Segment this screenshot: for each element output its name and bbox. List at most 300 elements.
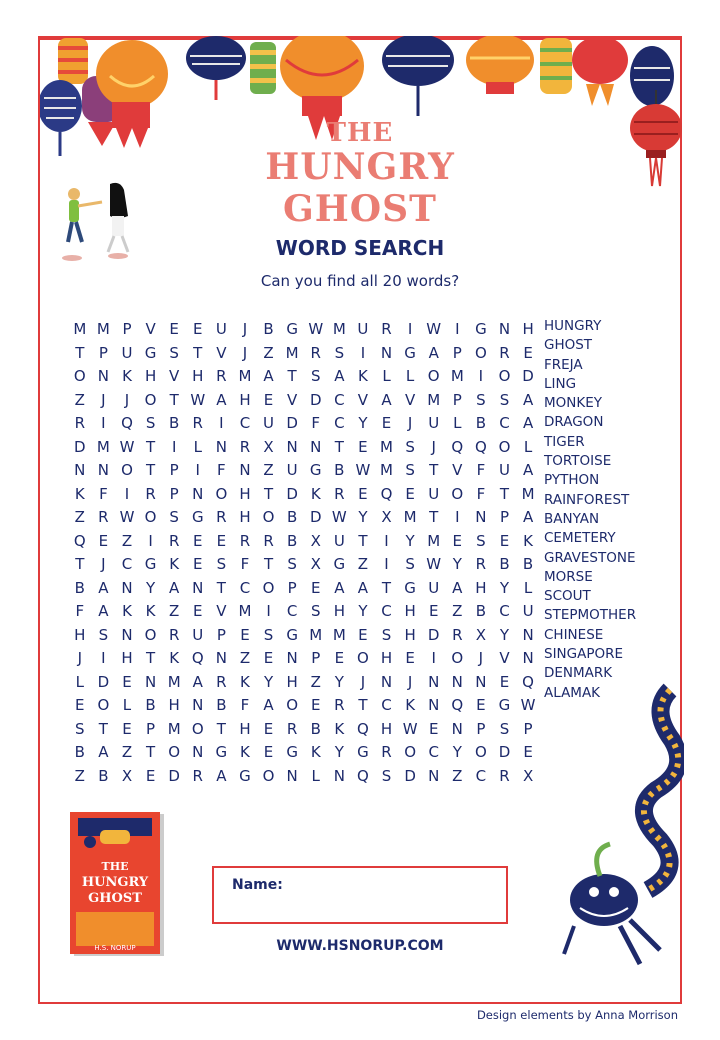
grid-letter[interactable]: H (74, 625, 86, 644)
grid-letter[interactable]: C (334, 390, 345, 409)
grid-letter[interactable]: P (146, 719, 156, 738)
grid-letter[interactable]: F (240, 696, 250, 714)
grid-letter[interactable]: C (475, 766, 487, 785)
grid-letter[interactable]: B (310, 719, 321, 738)
grid-letter[interactable]: L (405, 367, 415, 385)
grid-letter[interactable]: R (334, 484, 345, 503)
grid-letter[interactable]: T (75, 555, 85, 573)
grid-letter[interactable]: N (121, 625, 133, 644)
grid-letter[interactable]: G (357, 743, 369, 761)
grid-letter[interactable]: P (169, 461, 179, 479)
grid-letter[interactable]: S (381, 625, 392, 644)
grid-letter[interactable]: Y (499, 625, 510, 644)
grid-letter[interactable]: I (384, 531, 389, 550)
grid-letter[interactable]: P (452, 390, 462, 409)
grid-letter[interactable]: B (475, 414, 487, 432)
grid-letter[interactable]: E (358, 625, 368, 644)
grid-letter[interactable]: T (334, 437, 344, 456)
grid-letter[interactable]: K (310, 484, 321, 503)
grid-letter[interactable]: J (242, 320, 248, 338)
grid-letter[interactable]: R (310, 343, 321, 362)
grid-letter[interactable]: N (97, 461, 109, 479)
grid-letter[interactable]: H (333, 602, 345, 620)
grid-letter[interactable]: L (453, 414, 462, 432)
grid-letter[interactable]: H (380, 719, 393, 738)
grid-letter[interactable]: R (286, 719, 298, 738)
grid-letter[interactable]: L (122, 696, 132, 714)
grid-letter[interactable]: G (286, 320, 298, 338)
grid-letter[interactable]: Z (74, 766, 85, 785)
grid-letter[interactable]: S (310, 602, 321, 620)
grid-letter[interactable]: S (145, 414, 156, 432)
grid-letter[interactable]: N (192, 484, 204, 503)
grid-letter[interactable]: H (286, 672, 298, 691)
grid-letter[interactable]: M (332, 320, 346, 338)
grid-letter[interactable]: B (286, 508, 298, 526)
grid-letter[interactable]: Z (452, 766, 463, 785)
grid-letter[interactable]: V (287, 390, 298, 409)
grid-letter[interactable]: Q (474, 437, 487, 456)
grid-letter[interactable]: W (426, 555, 442, 573)
grid-letter[interactable]: C (499, 414, 510, 432)
grid-letter[interactable]: T (193, 343, 203, 362)
grid-letter[interactable]: S (499, 390, 510, 409)
grid-letter[interactable]: S (499, 719, 510, 738)
grid-letter[interactable]: C (121, 555, 133, 573)
grid-letter[interactable]: E (523, 343, 533, 362)
name-field[interactable] (212, 866, 508, 924)
grid-letter[interactable]: T (216, 578, 226, 597)
grid-letter[interactable]: A (216, 766, 227, 785)
grid-letter[interactable]: U (121, 343, 133, 362)
grid-letter[interactable]: O (144, 508, 157, 526)
grid-letter[interactable]: O (144, 625, 157, 644)
grid-letter[interactable]: Q (522, 672, 534, 691)
grid-letter[interactable]: A (522, 390, 534, 409)
grid-letter[interactable]: Y (145, 578, 156, 597)
grid-letter[interactable]: R (381, 743, 392, 761)
grid-letter[interactable]: I (148, 531, 153, 550)
grid-letter[interactable]: E (428, 719, 439, 738)
grid-letter[interactable]: C (286, 602, 298, 620)
grid-letter[interactable]: A (522, 508, 534, 526)
grid-letter[interactable]: W (190, 390, 206, 409)
grid-letter[interactable]: B (263, 320, 274, 338)
grid-letter[interactable]: N (380, 672, 393, 691)
grid-letter[interactable]: X (263, 437, 274, 456)
grid-letter[interactable]: R (239, 437, 251, 456)
grid-letter[interactable]: E (452, 531, 463, 550)
grid-letter[interactable]: R (334, 696, 345, 714)
grid-letter[interactable]: M (96, 320, 110, 338)
grid-letter[interactable]: N (451, 672, 463, 691)
grid-letter[interactable]: U (263, 414, 275, 432)
grid-letter[interactable]: O (474, 343, 487, 362)
grid-letter[interactable]: G (286, 743, 298, 761)
grid-letter[interactable]: I (455, 508, 460, 526)
grid-letter[interactable]: J (478, 649, 484, 667)
grid-letter[interactable]: S (98, 625, 109, 644)
grid-letter[interactable]: Q (451, 437, 464, 456)
grid-letter[interactable]: U (428, 578, 440, 597)
grid-letter[interactable]: L (193, 437, 202, 456)
grid-letter[interactable]: S (381, 766, 392, 785)
grid-letter[interactable]: T (98, 719, 108, 738)
grid-letter[interactable]: Z (121, 531, 133, 550)
grid-letter[interactable]: T (145, 437, 156, 456)
grid-letter[interactable]: P (452, 343, 462, 362)
grid-letter[interactable]: X (310, 555, 321, 573)
grid-letter[interactable]: K (358, 367, 368, 385)
grid-letter[interactable]: J (431, 437, 436, 456)
grid-letter[interactable]: M (427, 390, 441, 409)
grid-letter[interactable]: O (451, 649, 464, 667)
grid-letter[interactable]: Z (169, 602, 180, 620)
grid-letter[interactable]: E (310, 696, 321, 714)
grid-letter[interactable]: I (266, 602, 271, 620)
grid-letter[interactable]: D (404, 766, 416, 785)
grid-letter[interactable]: R (452, 625, 463, 644)
grid-letter[interactable]: K (145, 602, 156, 620)
grid-letter[interactable]: D (286, 484, 298, 503)
grid-letter[interactable]: R (263, 531, 274, 550)
grid-letter[interactable]: T (287, 367, 297, 385)
grid-letter[interactable]: H (522, 320, 534, 338)
grid-letter[interactable]: J (124, 390, 130, 409)
grid-letter[interactable]: G (239, 766, 251, 785)
grid-letter[interactable]: B (334, 461, 345, 479)
grid-letter[interactable]: Y (334, 672, 344, 691)
grid-letter[interactable]: W (402, 719, 418, 738)
grid-letter[interactable]: O (215, 484, 228, 503)
grid-letter[interactable]: K (122, 602, 132, 620)
grid-letter[interactable]: G (191, 508, 204, 526)
grid-letter[interactable]: Z (239, 649, 251, 667)
grid-letter[interactable]: E (169, 320, 179, 338)
grid-letter[interactable]: Q (73, 531, 86, 550)
grid-letter[interactable]: E (216, 531, 227, 550)
grid-letter[interactable]: M (450, 367, 464, 385)
grid-letter[interactable]: Z (310, 672, 321, 691)
grid-letter[interactable]: Y (358, 414, 368, 432)
grid-letter[interactable]: G (498, 696, 511, 714)
grid-letter[interactable]: R (192, 766, 203, 785)
grid-letter[interactable]: E (122, 719, 132, 738)
grid-letter[interactable]: N (310, 437, 322, 456)
grid-letter[interactable]: A (98, 578, 109, 597)
grid-letter[interactable]: I (360, 343, 366, 362)
grid-letter[interactable]: I (431, 649, 436, 667)
grid-letter[interactable]: M (285, 343, 299, 362)
grid-letter[interactable]: Q (357, 766, 369, 785)
grid-letter[interactable]: M (96, 437, 110, 456)
grid-letter[interactable]: O (357, 649, 369, 667)
grid-letter[interactable]: S (169, 343, 179, 362)
grid-letter[interactable]: R (216, 508, 227, 526)
grid-letter[interactable]: N (286, 437, 298, 456)
grid-letter[interactable]: O (262, 766, 275, 785)
grid-letter[interactable]: N (239, 461, 251, 479)
grid-letter[interactable]: J (101, 390, 106, 409)
grid-letter[interactable]: A (334, 367, 345, 385)
grid-letter[interactable]: S (476, 390, 486, 409)
grid-letter[interactable]: G (215, 743, 228, 761)
grid-letter[interactable]: N (215, 437, 227, 456)
grid-letter[interactable]: N (97, 367, 109, 385)
grid-letter[interactable]: Y (334, 743, 344, 761)
grid-letter[interactable]: I (455, 320, 460, 338)
grid-letter[interactable]: B (74, 578, 85, 597)
grid-letter[interactable]: E (476, 696, 486, 714)
grid-letter[interactable]: L (523, 437, 533, 456)
grid-letter[interactable]: Q (451, 696, 464, 714)
grid-letter[interactable]: R (168, 531, 180, 550)
grid-letter[interactable]: J (360, 672, 366, 691)
grid-letter[interactable]: P (287, 578, 297, 597)
grid-letter[interactable]: F (75, 602, 85, 620)
grid-letter[interactable]: C (428, 743, 439, 761)
grid-letter[interactable]: O (474, 743, 487, 761)
grid-letter[interactable]: Y (452, 555, 462, 573)
grid-letter[interactable]: O (262, 508, 275, 526)
grid-letter[interactable]: K (169, 555, 180, 573)
grid-letter[interactable]: T (381, 578, 392, 597)
grid-letter[interactable]: U (192, 625, 204, 644)
grid-letter[interactable]: F (476, 461, 486, 479)
grid-letter[interactable]: E (263, 743, 274, 761)
grid-letter[interactable]: D (286, 414, 298, 432)
grid-letter[interactable]: S (263, 625, 274, 644)
grid-letter[interactable]: Z (452, 602, 463, 620)
grid-letter[interactable]: K (523, 531, 533, 550)
grid-letter[interactable]: H (239, 484, 251, 503)
grid-letter[interactable]: Z (263, 461, 274, 479)
grid-letter[interactable]: A (452, 578, 463, 597)
grid-letter[interactable]: A (192, 672, 203, 691)
grid-letter[interactable]: E (98, 531, 109, 550)
grid-letter[interactable]: N (428, 672, 440, 691)
grid-letter[interactable]: R (499, 343, 510, 362)
grid-letter[interactable]: P (523, 719, 533, 738)
grid-letter[interactable]: K (169, 649, 180, 667)
grid-letter[interactable]: T (429, 461, 439, 479)
grid-letter[interactable]: O (404, 743, 417, 761)
grid-letter[interactable]: E (145, 766, 156, 785)
grid-letter[interactable]: N (121, 578, 133, 597)
grid-letter[interactable]: R (475, 555, 487, 573)
grid-letter[interactable]: S (287, 555, 297, 573)
grid-letter[interactable]: G (404, 343, 416, 362)
grid-letter[interactable]: M (167, 672, 181, 691)
grid-letter[interactable]: S (216, 555, 227, 573)
grid-letter[interactable]: V (145, 320, 156, 338)
grid-letter[interactable]: R (145, 484, 156, 503)
grid-letter[interactable]: E (122, 672, 132, 691)
grid-letter[interactable]: H (239, 390, 251, 409)
grid-letter[interactable]: Z (121, 743, 133, 761)
grid-letter[interactable]: E (405, 649, 415, 667)
grid-letter[interactable]: J (77, 649, 83, 667)
grid-letter[interactable]: E (358, 484, 368, 503)
grid-letter[interactable]: N (192, 743, 204, 761)
grid-letter[interactable]: E (523, 743, 533, 761)
grid-letter[interactable]: T (169, 390, 179, 409)
grid-letter[interactable]: E (240, 625, 250, 644)
grid-letter[interactable]: F (240, 555, 250, 573)
grid-letter[interactable]: Q (191, 649, 204, 667)
grid-letter[interactable]: D (74, 437, 86, 456)
grid-letter[interactable]: N (286, 766, 298, 785)
grid-letter[interactable]: U (215, 320, 227, 338)
grid-letter[interactable]: Y (358, 508, 368, 526)
grid-letter[interactable]: U (333, 531, 345, 550)
grid-letter[interactable]: E (263, 390, 274, 409)
grid-letter[interactable]: T (358, 696, 368, 714)
grid-letter[interactable]: U (498, 461, 510, 479)
grid-letter[interactable]: M (73, 320, 87, 338)
grid-letter[interactable]: T (145, 649, 156, 667)
grid-letter[interactable]: D (168, 766, 180, 785)
grid-letter[interactable]: J (242, 343, 248, 362)
grid-letter[interactable]: B (216, 696, 227, 714)
grid-letter[interactable]: S (405, 437, 415, 456)
grid-letter[interactable]: Y (499, 578, 510, 597)
grid-letter[interactable]: V (169, 367, 180, 385)
grid-letter[interactable]: G (286, 625, 298, 644)
grid-letter[interactable]: D (309, 390, 322, 409)
grid-letter[interactable]: N (475, 672, 487, 691)
grid-letter[interactable]: P (169, 484, 179, 503)
grid-letter[interactable]: R (239, 531, 251, 550)
grid-letter[interactable]: H (239, 719, 251, 738)
grid-letter[interactable]: Q (357, 719, 369, 738)
grid-letter[interactable]: W (119, 437, 135, 456)
grid-letter[interactable]: A (216, 390, 227, 409)
grid-letter[interactable]: S (169, 508, 179, 526)
grid-letter[interactable]: P (98, 343, 108, 362)
grid-letter[interactable]: U (286, 461, 298, 479)
grid-letter[interactable]: K (240, 672, 250, 691)
grid-letter[interactable]: E (193, 531, 203, 550)
grid-letter[interactable]: N (286, 649, 298, 667)
grid-letter[interactable]: K (310, 743, 321, 761)
grid-letter[interactable]: X (310, 531, 321, 550)
grid-letter[interactable]: V (499, 649, 510, 667)
grid-letter[interactable]: V (216, 343, 227, 362)
grid-letter[interactable]: E (193, 555, 203, 573)
grid-letter[interactable]: I (384, 555, 389, 573)
grid-letter[interactable]: C (334, 414, 345, 432)
grid-letter[interactable]: P (216, 625, 226, 644)
grid-letter[interactable]: Z (74, 390, 85, 409)
grid-letter[interactable]: R (192, 414, 203, 432)
grid-letter[interactable]: H (380, 649, 393, 667)
grid-letter[interactable]: F (217, 461, 226, 479)
grid-letter[interactable]: N (380, 343, 393, 362)
grid-letter[interactable]: B (522, 555, 534, 573)
grid-letter[interactable]: M (403, 508, 417, 526)
grid-letter[interactable]: N (428, 766, 440, 785)
grid-letter[interactable]: O (498, 437, 511, 456)
grid-letter[interactable]: C (381, 696, 392, 714)
grid-letter[interactable]: I (407, 320, 413, 338)
grid-letter[interactable]: K (122, 367, 132, 385)
grid-letter[interactable]: L (75, 672, 84, 691)
grid-letter[interactable]: T (216, 719, 226, 738)
grid-letter[interactable]: K (74, 484, 85, 503)
grid-letter[interactable]: O (97, 696, 110, 714)
grid-letter[interactable]: H (192, 367, 204, 385)
grid-letter[interactable]: G (144, 555, 157, 573)
grid-letter[interactable]: H (475, 578, 487, 597)
grid-letter[interactable]: S (405, 461, 415, 479)
grid-letter[interactable]: A (263, 367, 274, 385)
grid-letter[interactable]: N (74, 461, 86, 479)
grid-letter[interactable]: T (429, 508, 439, 526)
grid-letter[interactable]: X (475, 625, 487, 644)
grid-letter[interactable]: H (144, 367, 157, 385)
grid-letter[interactable]: N (428, 696, 440, 714)
grid-letter[interactable]: O (427, 367, 440, 385)
grid-letter[interactable]: S (334, 343, 345, 362)
grid-letter[interactable]: Y (452, 743, 462, 761)
grid-letter[interactable]: A (381, 390, 392, 409)
grid-letter[interactable]: L (523, 578, 533, 597)
grid-letter[interactable]: Y (358, 602, 368, 620)
grid-letter[interactable]: E (75, 696, 85, 714)
grid-letter[interactable]: P (476, 719, 486, 738)
website-link[interactable]: WWW.HSNORUP.COM (276, 938, 444, 954)
grid-letter[interactable]: E (193, 320, 203, 338)
grid-letter[interactable]: W (331, 508, 347, 526)
grid-letter[interactable]: E (358, 437, 368, 456)
grid-letter[interactable]: H (239, 508, 251, 526)
grid-letter[interactable]: E (499, 672, 510, 691)
grid-letter[interactable]: F (476, 484, 486, 503)
grid-letter[interactable]: M (521, 484, 535, 503)
grid-letter[interactable]: R (381, 320, 392, 338)
grid-letter[interactable]: R (74, 414, 86, 432)
grid-letter[interactable]: N (144, 672, 157, 691)
grid-letter[interactable]: N (522, 649, 534, 667)
grid-letter[interactable]: X (121, 766, 133, 785)
grid-letter[interactable]: U (357, 320, 369, 338)
grid-letter[interactable]: Y (405, 531, 415, 550)
grid-letter[interactable]: G (333, 555, 346, 573)
grid-letter[interactable]: A (357, 578, 369, 597)
grid-letter[interactable]: E (310, 578, 321, 597)
grid-letter[interactable]: C (381, 602, 392, 620)
grid-letter[interactable]: V (452, 461, 463, 479)
grid-letter[interactable]: R (216, 367, 227, 385)
grid-letter[interactable]: B (475, 602, 487, 620)
grid-letter[interactable]: N (451, 719, 463, 738)
grid-letter[interactable]: K (334, 719, 345, 738)
grid-letter[interactable]: T (75, 343, 85, 362)
grid-letter[interactable]: O (121, 461, 133, 479)
grid-letter[interactable]: A (98, 743, 109, 761)
grid-letter[interactable]: T (263, 555, 274, 573)
grid-letter[interactable]: M (380, 437, 393, 456)
grid-letter[interactable]: H (121, 649, 133, 667)
grid-letter[interactable]: M (238, 602, 252, 620)
grid-letter[interactable]: D (498, 743, 511, 761)
grid-letter[interactable]: W (426, 320, 442, 338)
grid-letter[interactable]: E (428, 602, 439, 620)
grid-letter[interactable]: E (499, 531, 510, 550)
grid-letter[interactable]: E (334, 649, 345, 667)
grid-letter[interactable]: B (169, 414, 180, 432)
